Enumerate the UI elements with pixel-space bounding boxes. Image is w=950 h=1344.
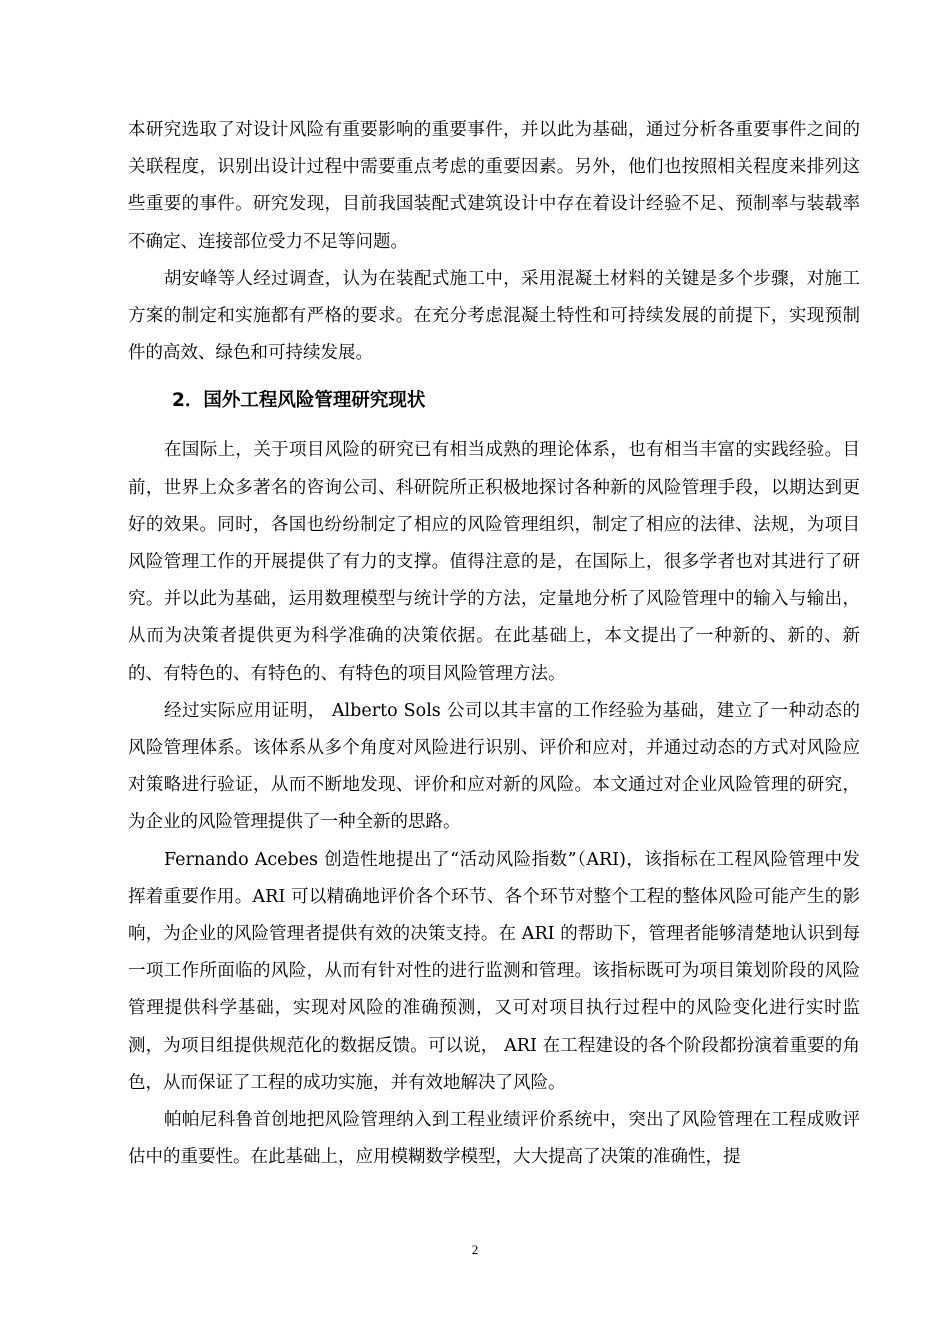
page-body (128, 112, 860, 1176)
paragraph: 帕帕尼科鲁首创地把风险管理纳入到工程业绩评价系统中，突出了风险管理在工程成败评估中的重要性。在此基础上，应用模糊数学模型，大大提高了决策的准确性，提 (128, 1110, 860, 1168)
paragraph: 本研究选取了对设计风险有重要影响的重要事件，并以此为基础，通过分析各重要事件之间的关联程度，识别出设计过程中需要重点考虑的重要因素。另外，他们也按照相关程度来排列这些重要的事件。研究发现，目前我国装配式建筑设计中存在着设计经验不足、预制率与装载率不确定、连接部位受力不足等问题。 (128, 120, 860, 252)
paragraph: Fernando Acebes 创造性地提出了“活动风险指数”（ARI)，该指标在工程风险管理中发挥着重要作用。ARI 可以精确地评价各个环节、各个环节对整个工程的整体风险可能产生的影响，为企业的风险管理者提供有效的决策支持。在 ARI 的帮助下，管理者能够清楚地认识到每一项工作所面临的风险，从而有针对性的进行监测和管理。该指标既可为项目策划阶段的风险管理提供科学基础，实现对风险的准确预测，又可对项目执行过程中的风险变化进行实时监测，为项目组提供规范化的数据反馈。可以说， ARI 在工程建设的各个阶段都扮演着重要的角色，从而保证了工程的成功实施，并有效地解决了风险。 (128, 849, 860, 1093)
paragraph: 经过实际应用证明， Alberto Sols 公司以其丰富的工作经验为基础，建立了一种动态的风险管理体系。该体系从多个角度对风险进行识别、评价和应对，并通过动态的方式对风险应对策略进行验证，从而不断地发现、评价和应对新的风险。本文通过对企业风险管理的研究，为企业的风险管理提供了一种全新的思路。 (128, 700, 860, 833)
paragraph: 在国际上，关于项目风险的研究已有相当成熟的理论体系，也有相当丰富的实践经验。目前，世界上众多著名的咨询公司、科研院所正积极地探讨各种新的风险管理手段，以期达到更好的效果。同时，各国也纷纷制定了相应的风险管理组织，制定了相应的法律、法规，为项目风险管理工作的开展提供了有力的支撑。值得注意的是，在国际上，很多学者也对其进行了研究。并以此为基础，运用数理模型与统计学的方法，定量地分析了风险管理中的输入与输出，从而为决策者提供更为科学准确的决策依据。在此基础上，本文提出了一种新的、新的、新的、有特色的、有特色的、有特色的项目风险管理方法。 (128, 440, 860, 684)
section-heading: 2．国外工程风险管理研究现状 (172, 390, 426, 412)
paragraph: 胡安峰等人经过调查，认为在装配式施工中，采用混凝土材料的关键是多个步骤，对施工方案的制定和实施都有严格的要求。在充分考虑混凝土特性和可持续发展的前提下，实现预制件的高效、绿色和可持续发展。 (128, 268, 860, 364)
page-number: 2 (471, 1242, 479, 1257)
